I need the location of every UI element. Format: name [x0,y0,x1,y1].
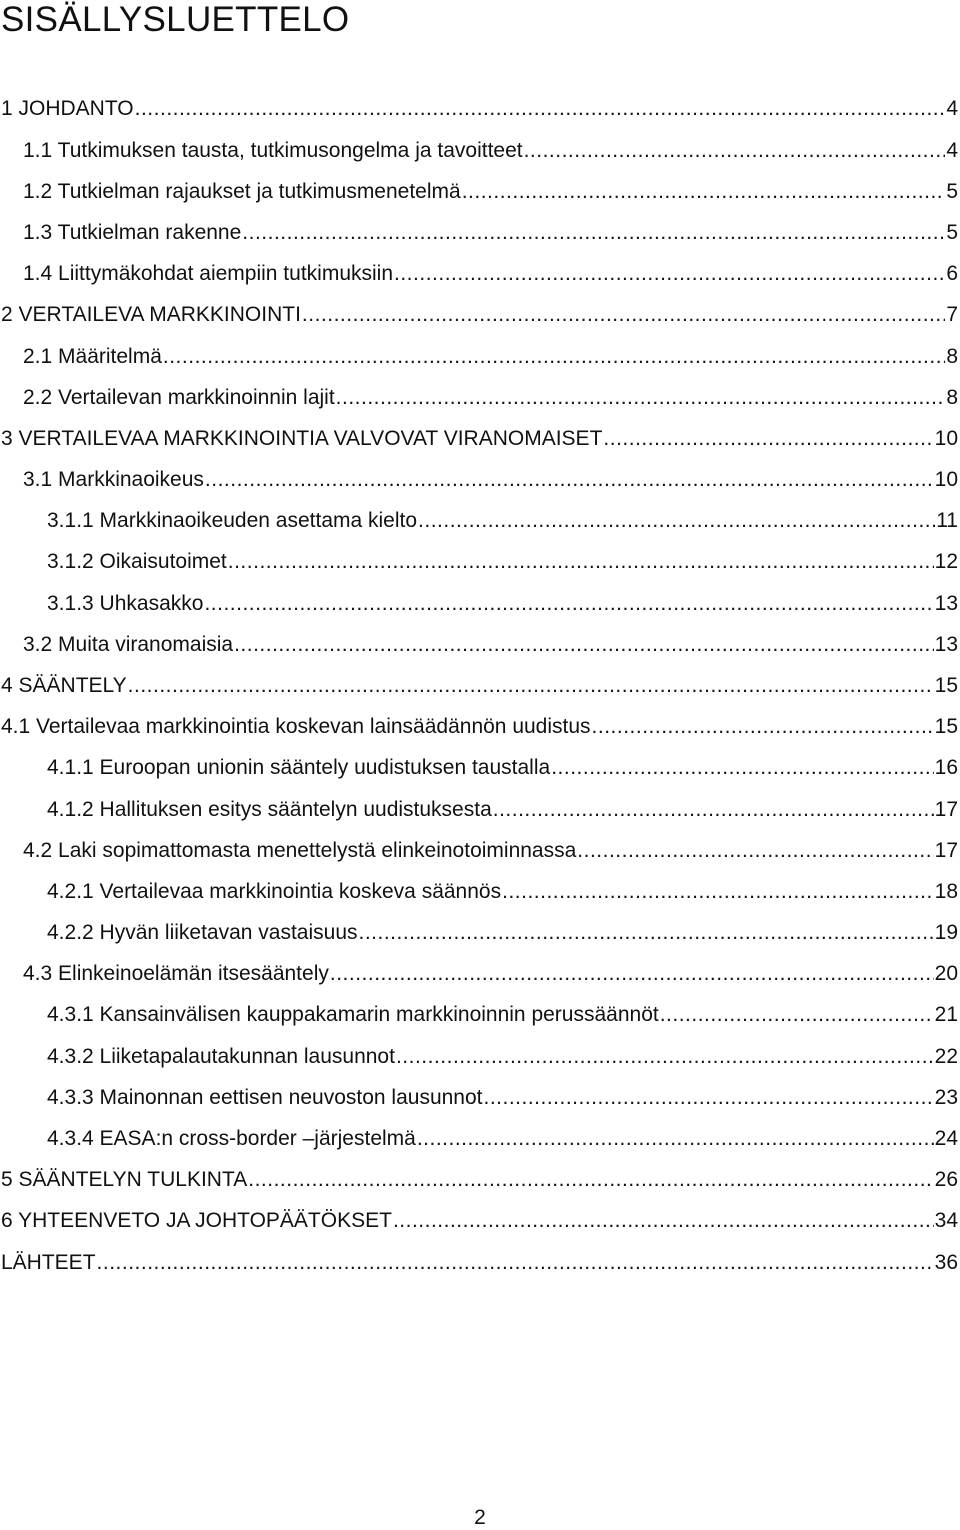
toc-dot-leader [493,792,934,828]
toc-entry-page: 12 [934,550,958,573]
toc-entry[interactable] [23,174,960,210]
toc-entry-page: 34 [934,1209,958,1232]
toc-dot-leader [97,1245,934,1281]
toc-entry-page: 18 [934,880,958,903]
toc-entry[interactable] [47,544,960,580]
toc-dot-leader [603,421,933,457]
toc-entry-page: 4 [946,139,958,162]
toc-entry-title: 4.1 Vertailevaa markkinointia koskevan lainsäädännön uudistus [1,715,591,738]
toc-entry-page: 13 [934,592,958,615]
toc-entry[interactable] [23,627,960,663]
toc-entry-title: 4.3.3 Mainonnan eettisen neuvoston lausunnot [47,1086,483,1109]
toc-entry[interactable] [47,915,960,951]
toc-entry-page: 23 [934,1086,958,1109]
toc-entry-title: 4.3.4 EASA:n cross-border –järjestelmä [47,1127,416,1150]
toc-dot-leader [248,1162,933,1198]
toc-entry-page: 10 [934,468,958,491]
toc-entry[interactable] [1,91,960,127]
toc-entry[interactable] [47,1121,960,1157]
toc-entry-page: 24 [934,1127,958,1150]
toc-entry-page: 8 [946,345,958,368]
toc-entry-page: 20 [934,962,958,985]
toc-entry[interactable] [1,709,960,745]
toc-dot-leader [204,586,933,622]
toc-entry-page: 22 [934,1045,958,1068]
toc-dot-leader [418,503,935,539]
toc-dot-leader [336,380,946,416]
toc-entry-page: 15 [934,674,958,697]
toc-entry[interactable] [47,750,960,786]
toc-entry-title: 3 VERTAILEVAA MARKKINOINTIA VALVOVAT VIRANOMAISET [1,427,603,450]
toc-entry-page: 21 [934,1003,958,1026]
toc-entry-page: 5 [946,221,958,244]
toc-entry[interactable] [1,421,960,457]
toc-dot-leader [205,462,934,498]
toc-entry-title: 2.2 Vertailevan markkinoinnin lajit [23,386,335,409]
toc-dot-leader [524,133,946,169]
toc-entry[interactable] [23,215,960,251]
toc-entry[interactable] [47,503,960,539]
toc-entry-page: 10 [934,427,958,450]
toc-entry-title: 4.3.1 Kansainvälisen kauppakamarin markkinoinnin perussäännöt [47,1003,659,1026]
toc-entry-title: 2 VERTAILEVA MARKKINOINTI [1,303,301,326]
toc-dot-leader [128,668,934,704]
toc-entry[interactable] [23,956,960,992]
toc-dot-leader [234,627,934,663]
toc-entry[interactable] [23,133,960,169]
toc-entry-page: 26 [934,1168,958,1191]
toc-entry[interactable] [1,1162,960,1198]
toc-dot-leader [396,1039,934,1075]
toc-entry-title: LÄHTEET [1,1251,96,1274]
toc-entry-title: 4.3.2 Liiketapalautakunnan lausunnot [47,1045,395,1068]
toc-entry[interactable] [1,1203,960,1239]
toc-dot-leader [394,256,945,292]
page-title: SISÄLLYSLUETTELO [1,0,350,39]
toc-entry-title: 4.3 Elinkeinoelämän itsesääntely [23,962,329,985]
toc-entry-page: 15 [934,715,958,738]
toc-entry[interactable] [47,997,960,1033]
toc-dot-leader [592,709,934,745]
toc-entry-title: 4.2 Laki sopimattomasta menettelystä elinkeinotoiminnassa [23,839,577,862]
toc-entry-page: 11 [936,509,958,532]
toc-entry-page: 5 [946,180,958,203]
toc-entry-page: 16 [934,756,958,779]
toc-dot-leader [228,544,934,580]
toc-dot-leader [577,833,933,869]
toc-dot-leader [163,339,945,375]
toc-entry-title: 1.3 Tutkielman rakenne [23,221,242,244]
toc-entry-title: 1.4 Liittymäkohdat aiempiin tutkimuksiin [23,262,394,285]
toc-dot-leader [484,1080,934,1116]
toc-entry-title: 1.2 Tutkielman rajaukset ja tutkimusmenetelmä [23,180,461,203]
toc-entry-page: 17 [934,839,958,862]
toc-entry[interactable] [23,339,960,375]
toc-entry-title: 6 YHTEENVETO JA JOHTOPÄÄTÖKSET [1,1209,392,1232]
toc-entry-title: 3.1.1 Markkinaoikeuden asettama kielto [47,509,418,532]
toc-entry[interactable] [23,256,960,292]
toc-entry-title: 2.1 Määritelmä [23,345,162,368]
toc-dot-leader [502,874,934,910]
toc-entry-title: 4 SÄÄNTELY [1,674,127,697]
toc-entry-title: 4.1.2 Hallituksen esitys sääntelyn uudistuksesta [47,798,492,821]
toc-dot-leader [417,1121,934,1157]
toc-entry[interactable] [47,1039,960,1075]
toc-dot-leader [393,1203,934,1239]
toc-entry-page: 6 [946,262,958,285]
toc-entry-title: 1.1 Tutkimuksen tausta, tutkimusongelma ja tavoitteet [23,139,523,162]
toc-entry-title: 5 SÄÄNTELYN TULKINTA [1,1168,248,1191]
toc-entry-page: 4 [946,97,958,120]
toc-entry[interactable] [1,668,960,704]
toc-entry[interactable] [23,462,960,498]
toc-dot-leader [359,915,934,951]
toc-entry[interactable] [47,792,960,828]
toc-dot-leader [551,750,933,786]
toc-entry[interactable] [47,874,960,910]
toc-entry-page: 7 [946,303,958,326]
toc-entry-title: 3.2 Muita viranomaisia [23,633,234,656]
toc-entry[interactable] [23,380,960,416]
toc-entry-title: 1 JOHDANTO [1,97,134,120]
toc-entry[interactable] [1,297,960,333]
toc-dot-leader [135,91,946,127]
toc-entry[interactable] [1,1245,960,1281]
toc-dot-leader [462,174,946,210]
toc-entry-title: 4.2.2 Hyvän liiketavan vastaisuus [47,921,358,944]
page-number: 2 [474,1506,486,1529]
toc-entry-title: 3.1 Markkinaoikeus [23,468,204,491]
toc-entry-page: 19 [934,921,958,944]
toc-entry[interactable] [47,1080,960,1116]
toc-entry-page: 8 [946,386,958,409]
toc-entry-title: 4.2.1 Vertailevaa markkinointia koskeva säännös [47,880,502,903]
toc-entry[interactable] [47,586,960,622]
toc-entry[interactable] [23,833,960,869]
toc-entry-title: 3.1.3 Uhkasakko [47,592,204,615]
toc-entry-page: 13 [934,633,958,656]
toc-dot-leader [242,215,945,251]
toc-entry-page: 36 [934,1251,958,1274]
toc-entry-title: 4.1.1 Euroopan unionin sääntely uudistuksen taustalla [47,756,551,779]
toc-entry-title: 3.1.2 Oikaisutoimet [47,550,227,573]
toc-entry-page: 17 [934,798,958,821]
toc-dot-leader [330,956,934,992]
toc-dot-leader [660,997,934,1033]
toc-dot-leader [302,297,945,333]
